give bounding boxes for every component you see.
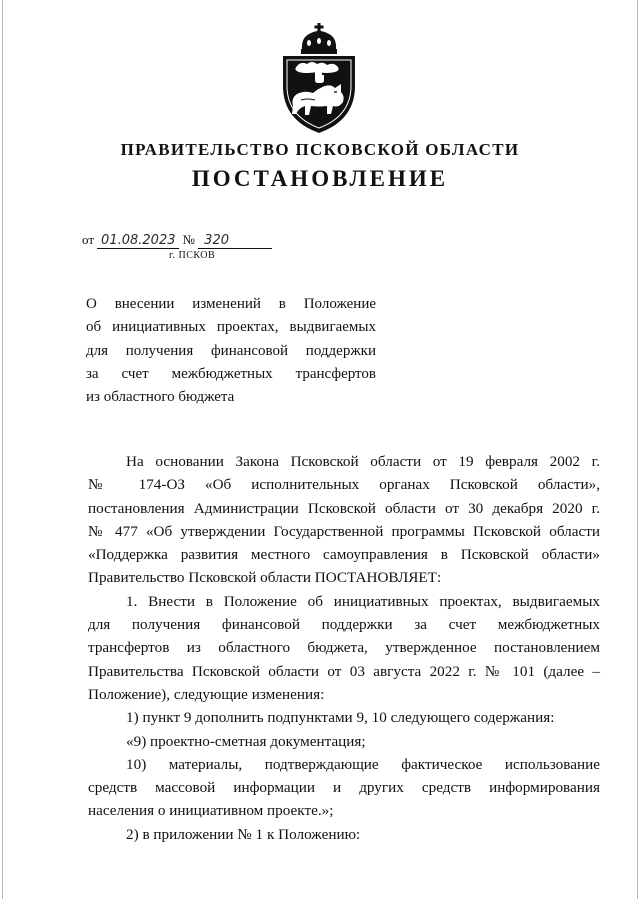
body-line: Положение), следующие изменения: [88, 685, 325, 703]
scan-edge-right [637, 0, 638, 899]
scan-edge-left [2, 0, 3, 899]
body-line: 1. Внести в Положение об инициативных проектах, выдвигаемых [126, 592, 600, 610]
coat-of-arms-emblem [271, 20, 367, 136]
body-line: Правительства Псковской области от 03 августа 2022 г. № 101 (далее – [88, 662, 600, 680]
body-line: 2) в приложении № 1 к Положению: [126, 825, 361, 843]
subject-line: об инициативных проектах, выдвигаемых [86, 319, 376, 336]
organization-title: ПРАВИТЕЛЬСТВО ПСКОВСКОЙ ОБЛАСТИ [120, 140, 520, 159]
number-prefix: № [182, 232, 195, 247]
document-body [88, 450, 600, 846]
document-date: 01.08.2023 [97, 233, 179, 249]
subject-line: О внесении изменений в Положение [86, 296, 376, 312]
body-line: Правительство Псковской области ПОСТАНОВЛЯЕТ: [88, 569, 442, 587]
body-line: трансфертов из областного бюджета, утвержденное постановлением [88, 639, 600, 657]
body-line: для получения финансовой поддержки за счет межбюджетных [88, 616, 600, 634]
subject-line: за счет межбюджетных трансфертов [86, 365, 376, 382]
document-subject [86, 293, 376, 409]
body-line: «9) проектно-сметная документация; [126, 732, 366, 750]
body-line: На основании Закона Псковской области от 19 февраля 2002 г. [126, 453, 600, 470]
date-prefix: от [82, 232, 95, 247]
body-line: № 477 «Об утверждении Государственной программы Псковской области [88, 522, 600, 540]
document-number: 320 [198, 233, 272, 249]
body-line: постановления Администрации Псковской области от 30 декабря 2020 г. [88, 499, 600, 517]
body-line: 1) пункт 9 дополнить подпунктами 9, 10 следующего содержания: [126, 709, 555, 727]
document-type-title: ПОСТАНОВЛЕНИЕ [191, 166, 449, 191]
subject-line: из областного бюджета [86, 389, 235, 406]
body-line: населения о инициативном проекте.»; [88, 802, 334, 820]
subject-line: для получения финансовой поддержки [86, 342, 376, 359]
body-line: «Поддержка развития местного самоуправления в Псковской области» [88, 546, 600, 564]
registration-line [82, 232, 272, 249]
city-label: г. ПСКОВ [169, 250, 216, 261]
body-line: средств массовой информации и других средств информирования [88, 779, 600, 797]
body-line: № 174-ОЗ «Об исполнительных органах Псковской области», [88, 476, 600, 494]
body-line: 10) материалы, подтверждающие фактическое использование [126, 755, 600, 773]
